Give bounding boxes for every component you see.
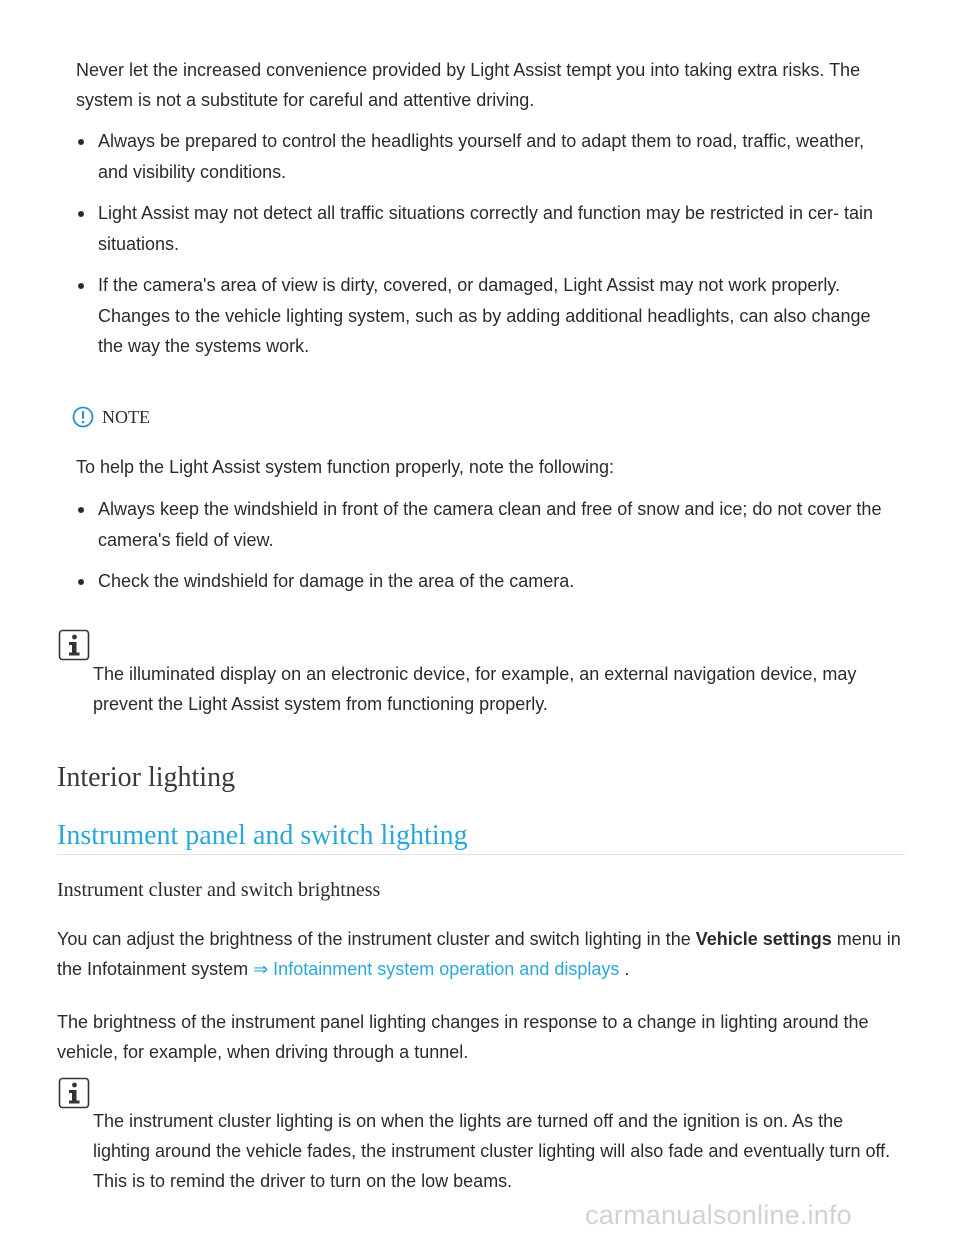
heading-divider [57,854,905,855]
body-paragraph [57,924,907,984]
list-item [76,126,896,187]
bullet-dot [78,507,84,513]
info-box-icon [58,1077,90,1109]
text-span: . [619,959,630,979]
warning-bullet-list [76,126,896,373]
bullet-text: Always keep the windshield in front of the camera clean and free of snow and ice; do not cover the camera's field of view. [98,499,882,550]
body-paragraph: The brightness of the instrument panel lighting changes in response to a change in lighting around the vehicle, for example, when driving through a tunnel. [57,1012,869,1062]
note-bullet-list [76,494,896,608]
exclamation-circle-icon [72,406,94,428]
info-text: The illuminated display on an electronic device, for example, an external navigation device, may prevent the Light Assist system from functioning properly. [93,664,857,714]
bullet-text: Check the windshield for damage in the area of the camera. [98,571,575,591]
bullet-dot [78,211,84,217]
bold-term: Vehicle settings [695,929,832,949]
list-item [76,198,896,259]
list-item [76,270,896,362]
bullet-dot [78,579,84,585]
watermark: carmanualsonline.info [585,1200,852,1230]
section-heading: Interior lighting [57,762,236,793]
bullet-text: If the camera's area of view is dirty, covered, or damaged, Light Assist may not work properly. Changes to the vehicle lighting system, such as by adding additional headlights, can also change the way the systems work. [98,275,871,356]
cross-reference-link[interactable]: ⇒ Infotainment system operation and displays [253,959,620,979]
list-item [76,566,896,597]
info-text: The instrument cluster lighting is on when the lights are turned off and the ignition is on. As the lighting around the vehicle fades, the instrument cluster lighting will also fade and eventually turn off. This is to remind the driver to turn on the low beams. [93,1111,891,1191]
bullet-text: Light Assist may not detect all traffic situations correctly and function may be restricted in cer- tain situations. [98,203,874,254]
topic-heading: Instrument cluster and switch brightness [57,879,381,901]
bullet-dot [78,139,84,145]
list-item [76,494,896,555]
text-span: menu in the Infotainment system [57,929,901,979]
subsection-heading: Instrument panel and switch lighting [57,820,468,851]
bullet-dot [78,283,84,289]
text-span: You can adjust the brightness of the instrument cluster and switch lighting in the [57,929,696,949]
note-intro: To help the Light Assist system function properly, note the following: [76,457,614,477]
warning-intro: Never let the increased convenience provided by Light Assist tempt you into taking extra risks. The system is not a substitute for careful and attentive driving. [76,60,861,110]
bullet-text: Always be prepared to control the headlights yourself and to adapt them to road, traffic, weather, and visibility conditions. [98,131,865,182]
note-label: NOTE [102,406,150,427]
note-header [72,404,150,430]
info-box-icon [58,629,90,661]
